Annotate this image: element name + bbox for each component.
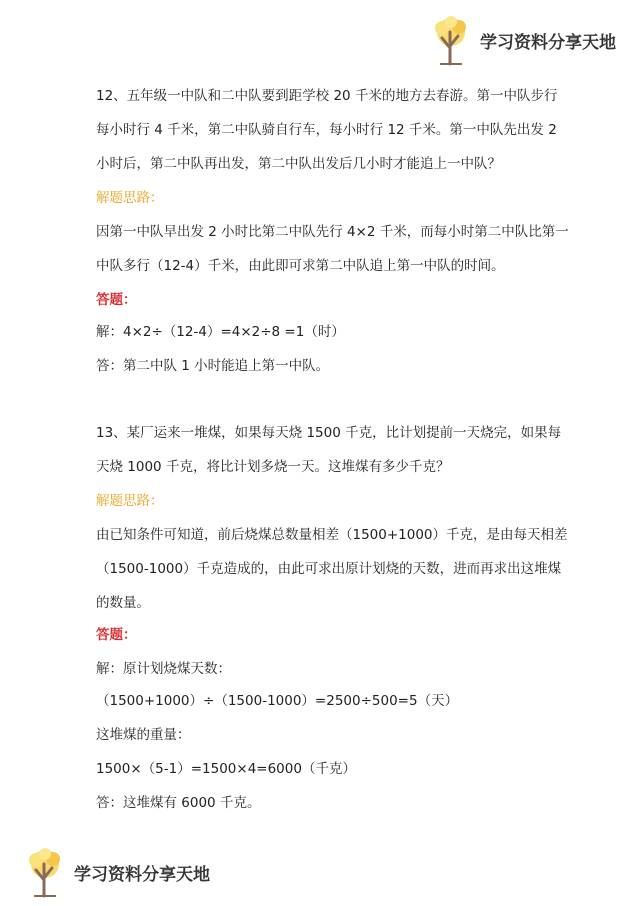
q13-hint-line-1: 由已知条件可知道，前后烧煤总数量相差（1500+1000）千克，是由每天相差: [96, 527, 568, 543]
footer-logo: [22, 846, 210, 898]
q13-hint-line-2: （1500-1000）千克造成的，由此可求出原计划烧的天数，进而再求出这堆煤: [96, 561, 562, 577]
q12-hint-line-2: 中队多行（12-4）千米，由此即可求第二中队追上第一中队的时间。: [96, 258, 505, 274]
q12-question-line-3: 小时后，第二中队再出发，第二中队出发后几小时才能追上一中队？: [96, 156, 501, 172]
q12-answer-label: 答题：: [96, 292, 137, 308]
q13-question-line-2: 天烧 1000 千克，将比计划多烧一天。这堆煤有多少千克？: [96, 459, 450, 475]
tree-logo-icon: [22, 846, 68, 898]
q13-answer-line-3: 这堆煤的重量：: [96, 727, 191, 743]
q12-question-line-1: 12、五年级一中队和二中队要到距学校 20 千米的地方去春游。第一中队步行: [96, 88, 558, 104]
q13-question-line-1: 13、某厂运来一堆煤，如果每天烧 1500 千克，比计划提前一天烧完，如果每: [96, 425, 562, 441]
q12-hint-line-1: 因第一中队早出发 2 小时比第二中队先行 4×2 千米，而每小时第二中队比第一: [96, 224, 569, 240]
q12-answer-line-2: 答：第二中队 1 小时能追上第一中队。: [96, 358, 330, 374]
q13-hint-label: 解题思路：: [96, 493, 164, 509]
q13-hint-line-3: 的数量。: [96, 595, 150, 611]
q13-answer-line-2: （1500+1000）÷（1500-1000）=2500÷500=5（天）: [96, 693, 459, 709]
q13-answer-line-4: 1500×（5-1）=1500×4=6000（千克）: [96, 761, 356, 777]
tree-logo-icon: [428, 14, 474, 66]
footer-brand: 学习资料分享天地: [74, 864, 210, 885]
q13-answer-line-1: 解：原计划烧煤天数：: [96, 661, 231, 677]
q12-hint-label: 解题思路：: [96, 190, 164, 206]
q13-answer-label: 答题：: [96, 627, 137, 643]
header-brand: 学习资料分享天地: [480, 32, 616, 53]
q13-answer-line-5: 答：这堆煤有 6000 千克。: [96, 795, 261, 811]
header-logo: [428, 14, 616, 66]
q12-answer-line-1: 解：4×2÷（12-4）=4×2÷8 =1（时）: [96, 324, 345, 340]
q12-question-line-2: 每小时行 4 千米，第二中队骑自行车，每小时行 12 千米。第一中队先出发 2: [96, 122, 557, 138]
